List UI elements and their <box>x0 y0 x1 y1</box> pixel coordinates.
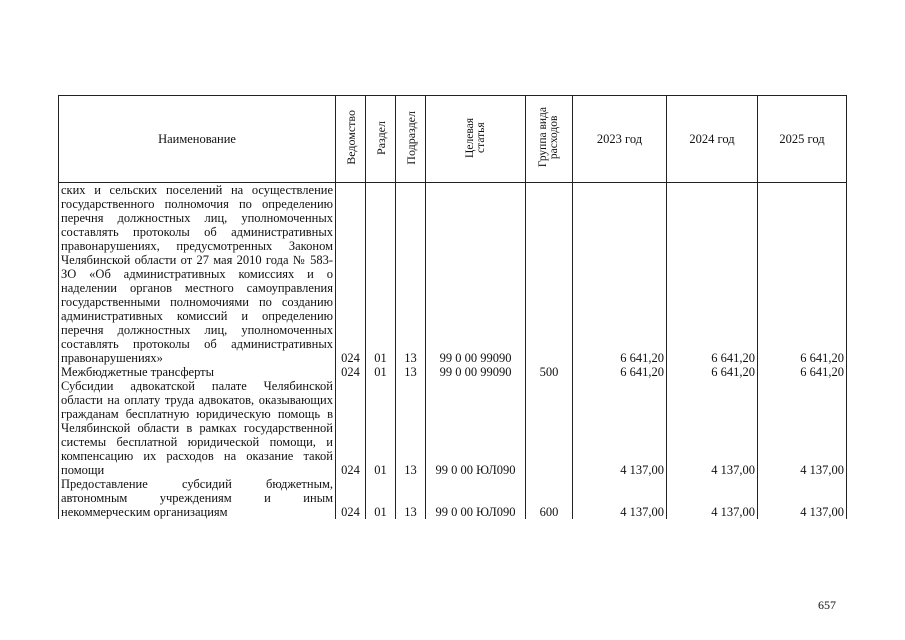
row-podrazdel: 13 <box>396 477 426 519</box>
table-header-row <box>59 96 847 183</box>
header-target-article: Целевая статья <box>426 96 526 183</box>
row-value-2025: 6 641,20 <box>758 365 847 379</box>
row-value-2024: 6 641,20 <box>667 183 758 366</box>
row-podrazdel: 13 <box>396 183 426 366</box>
header-podrazdel: Подраздел <box>396 96 426 183</box>
row-vedomstvo: 024 <box>336 365 366 379</box>
header-2024: 2024 год <box>667 96 758 183</box>
row-razdel: 01 <box>366 379 396 477</box>
table-row <box>59 477 847 519</box>
page-number: 657 <box>818 598 836 612</box>
table-row <box>59 365 847 379</box>
header-expense-group: Группа вида расходов <box>526 96 573 183</box>
row-name: ских и сельских поселений на осуществление государственного полномочия по определению перечня должностных лиц, уполномоченных составлять протоколы об административных правонарушениях, предусмотренных Законом Челябинской области от 27 мая 2010 года № 583-ЗО «Об административных комиссиях и о наделении органов местного самоуправления государственными полномочиями по созданию административных комиссий и определению перечня должностных лиц, уполномоченных составлять протоколы об административных правонарушениях» <box>59 183 336 366</box>
table-row <box>59 379 847 477</box>
header-name: Наименование <box>59 96 336 183</box>
row-expense-group <box>526 183 573 366</box>
row-value-2025: 6 641,20 <box>758 183 847 366</box>
row-value-2023: 6 641,20 <box>573 183 667 366</box>
row-value-2023: 6 641,20 <box>573 365 667 379</box>
row-expense-group <box>526 379 573 477</box>
row-target-article: 99 0 00 99090 <box>426 183 526 366</box>
header-vedomstvo: Ведомство <box>336 96 366 183</box>
header-2023: 2023 год <box>573 96 667 183</box>
row-target-article: 99 0 00 ЮЛ090 <box>426 379 526 477</box>
budget-table <box>58 95 847 519</box>
row-razdel: 01 <box>366 477 396 519</box>
table-row <box>59 183 847 366</box>
row-value-2025: 4 137,00 <box>758 477 847 519</box>
row-vedomstvo: 024 <box>336 183 366 366</box>
row-value-2023: 4 137,00 <box>573 379 667 477</box>
row-name: Межбюджетные трансферты <box>59 365 336 379</box>
row-name: Субсидии адвокатской палате Челябинской области на оплату труда адвокатов, оказывающих гражданам бесплатную юридическую помощь в Челябинской области в рамках государственной системы бесплатной юридической помощи, и компенсацию их расходов на оказание такой помощи <box>59 379 336 477</box>
row-expense-group: 600 <box>526 477 573 519</box>
row-target-article: 99 0 00 99090 <box>426 365 526 379</box>
row-name: Предоставление субсидий бюджетным, автономным учреждениям и иным некоммерческим организациям <box>59 477 336 519</box>
row-value-2024: 4 137,00 <box>667 379 758 477</box>
row-podrazdel: 13 <box>396 365 426 379</box>
row-target-article: 99 0 00 ЮЛ090 <box>426 477 526 519</box>
row-value-2023: 4 137,00 <box>573 477 667 519</box>
row-podrazdel: 13 <box>396 379 426 477</box>
row-value-2025: 4 137,00 <box>758 379 847 477</box>
row-razdel: 01 <box>366 183 396 366</box>
row-vedomstvo: 024 <box>336 477 366 519</box>
row-value-2024: 6 641,20 <box>667 365 758 379</box>
row-expense-group: 500 <box>526 365 573 379</box>
row-value-2024: 4 137,00 <box>667 477 758 519</box>
header-2025: 2025 год <box>758 96 847 183</box>
row-razdel: 01 <box>366 365 396 379</box>
header-razdel: Раздел <box>366 96 396 183</box>
row-vedomstvo: 024 <box>336 379 366 477</box>
